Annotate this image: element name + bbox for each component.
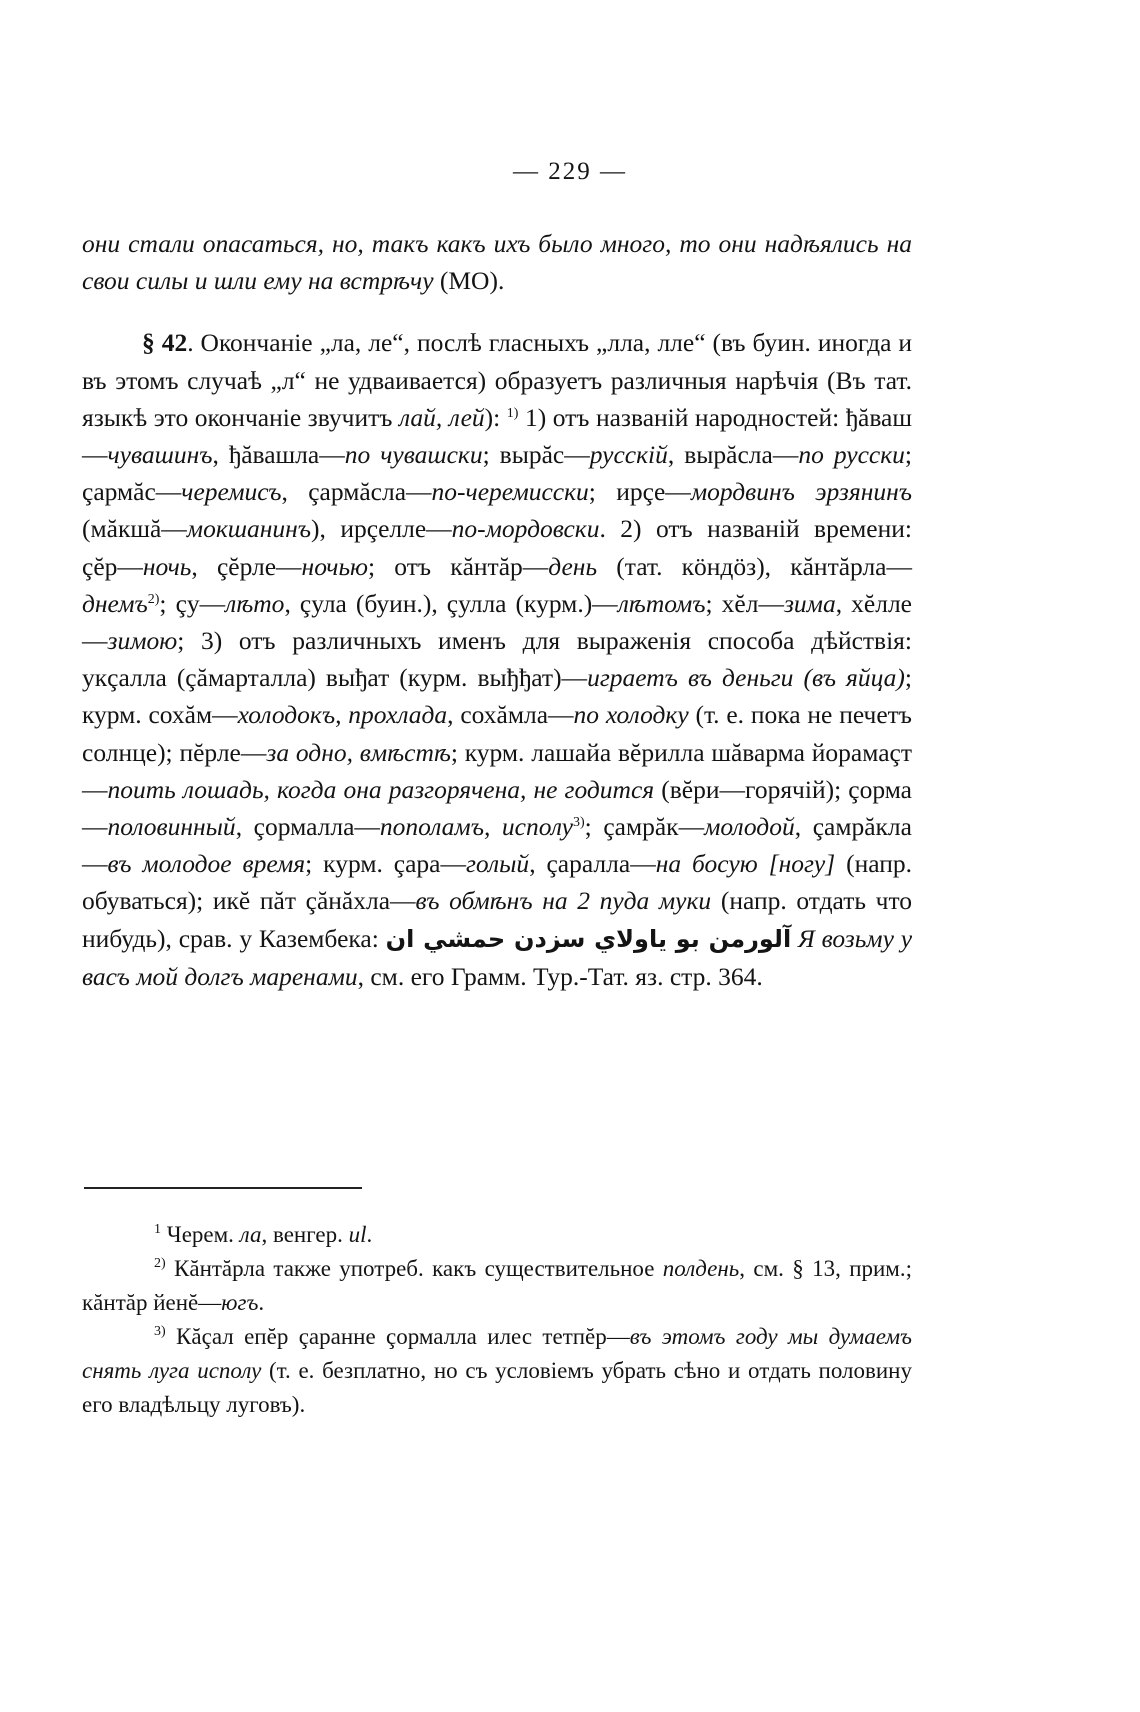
carryover-italic: они стали опасаться, но, такъ какъ ихъ было много, то они надѣялись на свои силы и шли ему на встрѣчу <box>82 229 912 296</box>
italic-run: пополамъ, исполу <box>379 812 573 842</box>
text-run: ; вырăс— <box>482 440 590 470</box>
text-run: ; ирçе— <box>588 477 691 507</box>
italic-run: за одно, вмѣстѣ <box>266 737 451 767</box>
text-run: , вырăсла— <box>667 440 799 470</box>
footnote-ref: 1) <box>506 405 519 421</box>
italic-run: Я возьму у васъ мой долгъ маренами <box>82 923 913 991</box>
footnote-divider <box>84 1187 362 1189</box>
footnote-mark: 2) <box>154 1256 166 1271</box>
italic-run: голый <box>465 849 530 879</box>
text-run: ; курм. çара— <box>305 849 466 879</box>
text-run: (мăкшă— <box>82 514 187 544</box>
section-42-paragraph <box>82 324 912 995</box>
page-number: — 229 — <box>513 158 627 185</box>
text-run: (напр. обуваться); икĕ пăт çăнăхла— <box>82 849 912 916</box>
footnotes <box>82 1218 912 1422</box>
italic-run: молодой <box>704 812 795 842</box>
text-run: (т. е. пока не печетъ солнце); пĕрле— <box>82 700 912 767</box>
footnote-italic: въ этомъ году мы думаемъ снять луга исполу <box>82 1324 912 1383</box>
footnote-mark: 3) <box>154 1324 166 1339</box>
footnote-text: Кăçал епĕр çаранне çормалла илес тетпĕр— <box>165 1324 630 1349</box>
text-run: (вĕри—горячій); çорма— <box>82 774 912 842</box>
italic-run: по-черемисски <box>431 477 589 507</box>
footnote-italic: полдень <box>662 1256 740 1281</box>
footnote-ref: 3) <box>572 815 585 831</box>
footnote-text: Кăнтăрла также употреб. какъ существительное <box>165 1256 663 1281</box>
footnote-ref: 2) <box>147 591 160 607</box>
footnote-1 <box>82 1218 912 1252</box>
italic-run: по чувашски <box>344 440 483 470</box>
italic-run: лѣто <box>225 588 285 618</box>
italic-run: по-мордовски <box>451 514 600 544</box>
arabic-quotation: آلورمن بو ياولاي سزدن حمشي ان <box>385 924 792 953</box>
italic-run: зима <box>783 588 836 618</box>
text-run: ): <box>484 402 507 432</box>
italic-run: днемъ <box>82 588 148 618</box>
text-run: ; отъ кăнтăр— <box>368 551 549 581</box>
carryover-paragraph <box>82 225 912 299</box>
text-run: ; курм. лашайа вĕрилла шăварма йорамаçт— <box>82 737 912 804</box>
text-run: , ђăвашла— <box>212 440 345 470</box>
footnote-italic: югъ <box>221 1290 259 1315</box>
italic-run: по русски <box>798 440 905 470</box>
italic-run: мордвинъ эрзянинъ <box>690 477 912 507</box>
section-sign: § 42 <box>142 328 188 358</box>
footnote-text: Черем. <box>161 1222 240 1247</box>
text-run: (напр. отдать что нибудь), срав. у Казембека: <box>82 886 912 953</box>
footnote-text: , венгер. <box>261 1222 349 1247</box>
text-run: , çамрăкла— <box>82 812 912 879</box>
text-run: , çармăсла— <box>281 477 432 507</box>
italic-run: на босую [ногу] <box>655 849 836 879</box>
text-run: . Окончаніе „ла, ле“, послѣ гласныхъ „лла, лле“ (въ буин. иногда и въ этомъ случаѣ „л“ не удваивается) образуетъ различныя нарѣчія (Въ тат. языкѣ это окончаніе звучитъ <box>82 328 913 432</box>
text-run: , çаралла— <box>529 849 656 879</box>
text-run: 1) отъ названій народностей: ђăваш— <box>82 402 912 470</box>
italic-run: холодокъ, прохлада <box>237 700 448 730</box>
text-run <box>791 924 798 953</box>
italic-run: лай, лей <box>398 402 485 432</box>
italic-run: зимою <box>107 626 178 656</box>
italic-run: лѣтомъ <box>617 588 706 618</box>
italic-run: въ обмѣнъ на 2 пуда муки <box>415 886 712 916</box>
footnote-italic: ul <box>348 1222 367 1247</box>
italic-run: черемисъ <box>181 477 282 507</box>
text-run: , см. его Грамм. Тур.-Тат. яз. стр. 364. <box>357 961 763 991</box>
footnote-text: , см. § 13, прим.; кăнтăр йенĕ— <box>82 1256 913 1315</box>
footnote-2 <box>82 1252 912 1320</box>
footnote-mark: 1 <box>154 1222 161 1237</box>
text-run: , çула (буин.), çулла (курм.)— <box>284 588 618 618</box>
text-run: ; курм. сохăм— <box>82 663 912 730</box>
text-run: (тат. кöндöз), кăнтăрла— <box>597 551 912 581</box>
carryover-source: (МО). <box>433 266 505 296</box>
footnote-3 <box>82 1320 912 1422</box>
italic-run: русскій <box>589 440 668 470</box>
italic-run: чувашинъ <box>107 440 213 470</box>
text-run: ), ирçелле— <box>311 514 452 544</box>
italic-run: ночью <box>301 551 369 581</box>
text-run: ; çармăс— <box>82 440 912 507</box>
italic-run: мокшанинъ <box>186 514 312 544</box>
italic-run: ночь <box>142 551 192 581</box>
italic-run: въ молодое время <box>107 849 306 879</box>
italic-run: поить лошадь, когда она разгорячена, не годится <box>107 774 655 804</box>
text-run: ; çамрăк— <box>584 812 705 842</box>
text-run: , сохăмла— <box>447 700 574 730</box>
text-run: , çĕрле— <box>191 551 302 581</box>
text-run: , хĕлле— <box>82 588 912 656</box>
footnote-text: . <box>258 1290 265 1315</box>
footnote-italic: ла <box>239 1222 262 1247</box>
text-run: . 2) отъ названій времени: çĕр— <box>82 514 912 581</box>
italic-run: играетъ въ деньги (въ яйца) <box>587 663 905 693</box>
text-run: , çормалла— <box>235 812 380 842</box>
italic-run: по холодку <box>573 700 689 730</box>
footnote-text: . <box>366 1222 373 1247</box>
text-run: ; 3) отъ различныхъ именъ для выраженія способа дѣйствія: укçалла (çăмарталла) выђат (курм. выђђат)— <box>82 626 912 693</box>
footnote-text: (т. е. безплатно, но съ условіемъ убрать сѣно и отдать половину его владѣльцу луговъ). <box>82 1358 912 1417</box>
main-text <box>82 225 912 995</box>
text-run: ; хĕл— <box>705 588 784 618</box>
italic-run: день <box>548 551 598 581</box>
text-run: ; çу— <box>159 588 226 618</box>
italic-run: половинный <box>107 812 236 842</box>
